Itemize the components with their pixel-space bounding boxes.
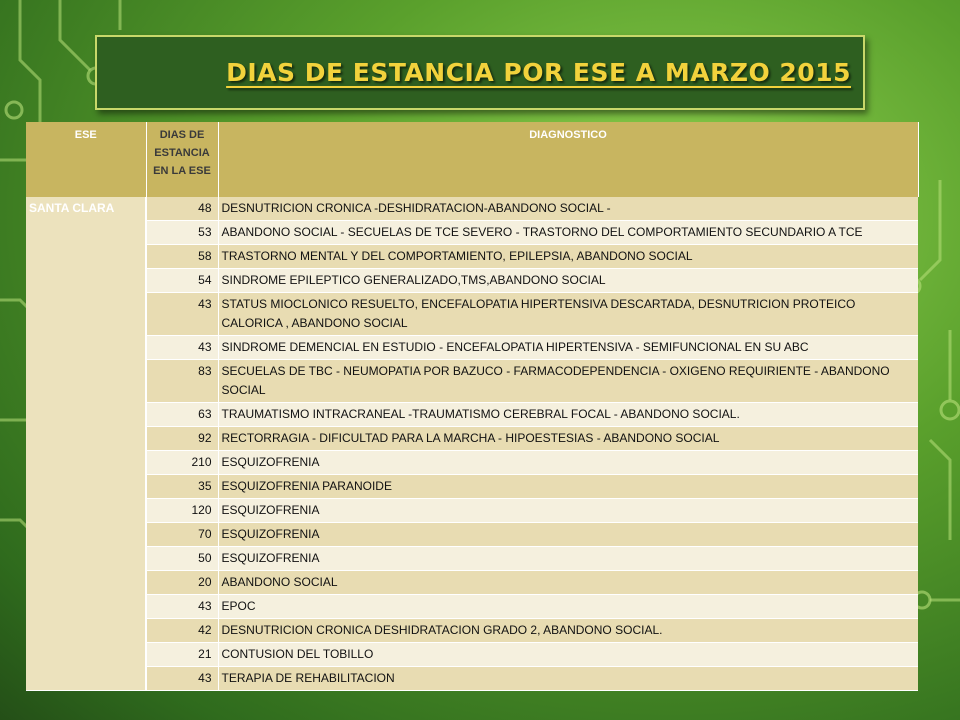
- diagnostico-cell: TRAUMATISMO INTRACRANEAL -TRAUMATISMO CEREBRAL FOCAL - ABANDONO SOCIAL.: [218, 403, 918, 427]
- dias-cell: 63: [146, 403, 218, 427]
- dias-cell: 210: [146, 451, 218, 475]
- table-row: [26, 547, 918, 571]
- table-row: [26, 403, 918, 427]
- table-row: [26, 643, 918, 667]
- table-row: [26, 245, 918, 269]
- diagnostico-cell: TRASTORNO MENTAL Y DEL COMPORTAMIENTO, EPILEPSIA, ABANDONO SOCIAL: [218, 245, 918, 269]
- table-row: [26, 451, 918, 475]
- diagnostico-cell: ABANDONO SOCIAL - SECUELAS DE TCE SEVERO - TRASTORNO DEL COMPORTAMIENTO SECUNDARIO A TCE: [218, 221, 918, 245]
- diagnostico-cell: CONTUSION DEL TOBILLO: [218, 643, 918, 667]
- dias-cell: 50: [146, 547, 218, 571]
- table-row: [26, 197, 918, 221]
- table-row: [26, 336, 918, 360]
- dias-cell: 48: [146, 197, 218, 221]
- estancia-table: [26, 122, 919, 691]
- dias-cell: 42: [146, 619, 218, 643]
- header-diagnostico: DIAGNOSTICO: [218, 122, 918, 197]
- diagnostico-cell: SINDROME DEMENCIAL EN ESTUDIO - ENCEFALOPATIA HIPERTENSIVA - SEMIFUNCIONAL EN SU ABC: [218, 336, 918, 360]
- diagnostico-cell: ESQUIZOFRENIA: [218, 451, 918, 475]
- dias-cell: 21: [146, 643, 218, 667]
- table-row: [26, 523, 918, 547]
- table-row: [26, 293, 918, 336]
- table-row: [26, 475, 918, 499]
- table-header-row: [26, 122, 918, 197]
- table-row: [26, 427, 918, 451]
- dias-cell: 83: [146, 360, 218, 403]
- dias-cell: 70: [146, 523, 218, 547]
- header-dias: DIAS DE ESTANCIA EN LA ESE: [146, 122, 218, 197]
- header-ese: ESE: [26, 122, 146, 197]
- ese-name-cell: SANTA CLARA: [26, 197, 146, 691]
- diagnostico-cell: SECUELAS DE TBC - NEUMOPATIA POR BAZUCO - FARMACODEPENDENCIA - OXIGENO REQUIRIENTE - ABANDONO SOCIAL: [218, 360, 918, 403]
- dias-cell: 43: [146, 336, 218, 360]
- table-row: [26, 619, 918, 643]
- slide-title-box: [95, 35, 865, 110]
- table-row: [26, 571, 918, 595]
- table-row: [26, 499, 918, 523]
- diagnostico-cell: EPOC: [218, 595, 918, 619]
- dias-cell: 43: [146, 595, 218, 619]
- table-body: [26, 197, 918, 691]
- dias-cell: 35: [146, 475, 218, 499]
- dias-cell: 20: [146, 571, 218, 595]
- diagnostico-cell: ESQUIZOFRENIA PARANOIDE: [218, 475, 918, 499]
- diagnostico-cell: STATUS MIOCLONICO RESUELTO, ENCEFALOPATIA HIPERTENSIVA DESCARTADA, DESNUTRICION PROTEICO CALORICA , ABANDONO SOCIAL: [218, 293, 918, 336]
- table-row: [26, 360, 918, 403]
- table-row: [26, 595, 918, 619]
- table-row: [26, 667, 918, 691]
- table-row: [26, 269, 918, 293]
- diagnostico-cell: DESNUTRICION CRONICA DESHIDRATACION GRADO 2, ABANDONO SOCIAL.: [218, 619, 918, 643]
- slide-title: DIAS DE ESTANCIA POR ESE A MARZO 2015: [226, 58, 851, 87]
- diagnostico-cell: DESNUTRICION CRONICA -DESHIDRATACION-ABANDONO SOCIAL -: [218, 197, 918, 221]
- dias-cell: 54: [146, 269, 218, 293]
- diagnostico-cell: RECTORRAGIA - DIFICULTAD PARA LA MARCHA - HIPOESTESIAS - ABANDONO SOCIAL: [218, 427, 918, 451]
- diagnostico-cell: ESQUIZOFRENIA: [218, 547, 918, 571]
- diagnostico-cell: TERAPIA DE REHABILITACION: [218, 667, 918, 691]
- table-row: [26, 221, 918, 245]
- dias-cell: 53: [146, 221, 218, 245]
- dias-cell: 58: [146, 245, 218, 269]
- diagnostico-cell: ABANDONO SOCIAL: [218, 571, 918, 595]
- dias-cell: 43: [146, 667, 218, 691]
- dias-cell: 120: [146, 499, 218, 523]
- dias-cell: 43: [146, 293, 218, 336]
- diagnostico-cell: ESQUIZOFRENIA: [218, 523, 918, 547]
- diagnostico-cell: SINDROME EPILEPTICO GENERALIZADO,TMS,ABANDONO SOCIAL: [218, 269, 918, 293]
- dias-cell: 92: [146, 427, 218, 451]
- estancia-table-container: [26, 122, 918, 691]
- diagnostico-cell: ESQUIZOFRENIA: [218, 499, 918, 523]
